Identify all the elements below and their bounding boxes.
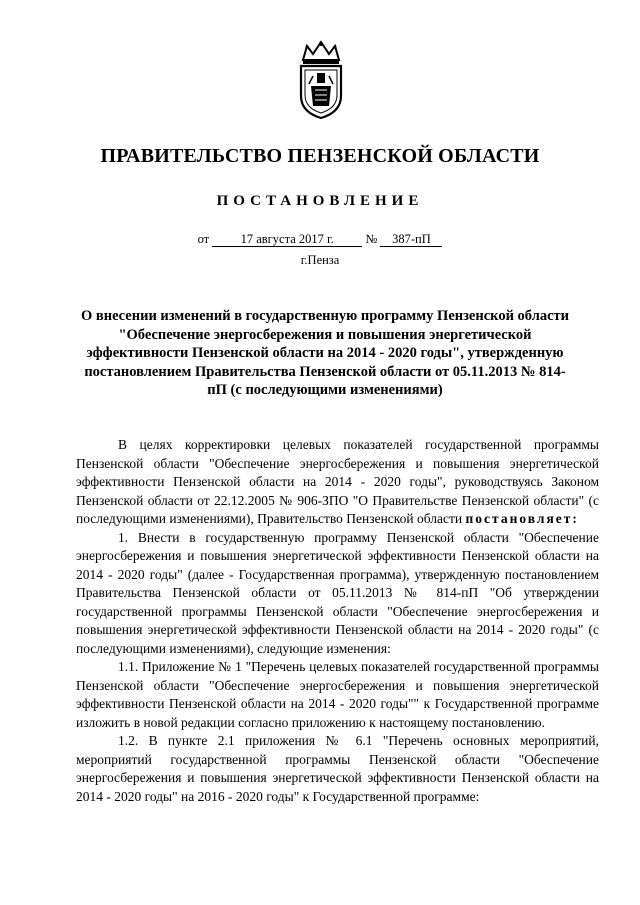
number-prefix: № xyxy=(365,232,378,246)
organization-name: ПРАВИТЕЛЬСТВО ПЕНЗЕНСКОЙ ОБЛАСТИ xyxy=(100,145,540,167)
document-type: ПОСТАНОВЛЕНИЕ xyxy=(216,193,424,209)
document-body xyxy=(76,436,599,806)
date-number-line xyxy=(0,232,640,247)
document-number: 387-пП xyxy=(380,233,442,247)
item-1-paragraph: 1. Внести в государственную программу Пензенской области "Обеспечение энергосбережения и повышения энергетической эффективности Пензенской области на 2014 - 2020 годы" (далее - Государственная программа), утвержденную постановлением Правительства Пензенской области от 05.11.2013 № 814-пП "Об утверждении государственной программы Пензенской области "Обеспечение энергосбережения и повышения энергетической эффективности Пензенской области на 2014 - 2020 годы" (с последующими изменениями), следующие изменения: xyxy=(76,529,599,656)
preamble-paragraph xyxy=(76,436,599,529)
decree-word: постановляет: xyxy=(465,511,579,526)
document-title: О внесении изменений в государственную программу Пензенской области "Обеспечение энергосбережения и повышения энергетической эффективности Пензенской области на 2014 - 2020 годы", утвержденную постановлением Правительства Пензенской области от 05.11.2013 № 814-пП (с последующими изменениями) xyxy=(80,308,569,398)
city-name: г.Пенза xyxy=(300,253,340,267)
date-prefix: от xyxy=(197,232,210,246)
item-1-2-paragraph: 1.2. В пункте 2.1 приложения № 6.1 "Перечень основных мероприятий, мероприятий государственной программы Пензенской области "Обеспечение энергосбережения и повышения энергетической эффективности Пензенской области на 2014 - 2020 годы" на 2016 - 2020 годы" к Государственной программе: xyxy=(76,733,599,804)
item-1-1-paragraph: 1.1. Приложение № 1 "Перечень целевых показателей государственной программы Пензенской области "Обеспечение энергосбережения и повышения энергетической эффективности Пензенской области на 2014 - 2020 годы"" к Государственной программе изложить в новой редакции согласно приложению к настоящему постановлению. xyxy=(76,659,599,730)
coat-of-arms-emblem xyxy=(293,40,349,120)
document-date: 17 августа 2017 г. xyxy=(212,233,362,247)
preamble-text: В целях корректировки целевых показателей государственной программы Пензенской области "Обеспечение энергосбережения и повышения энергетической эффективности Пензенской области на 2014 - 2020 годы", руководствуясь Законом Пензенской области от 22.12.2005 № 906-ЗПО "О Правительстве Пензенской области" (с последующими изменениями), Правительство Пензенской области xyxy=(76,437,599,526)
